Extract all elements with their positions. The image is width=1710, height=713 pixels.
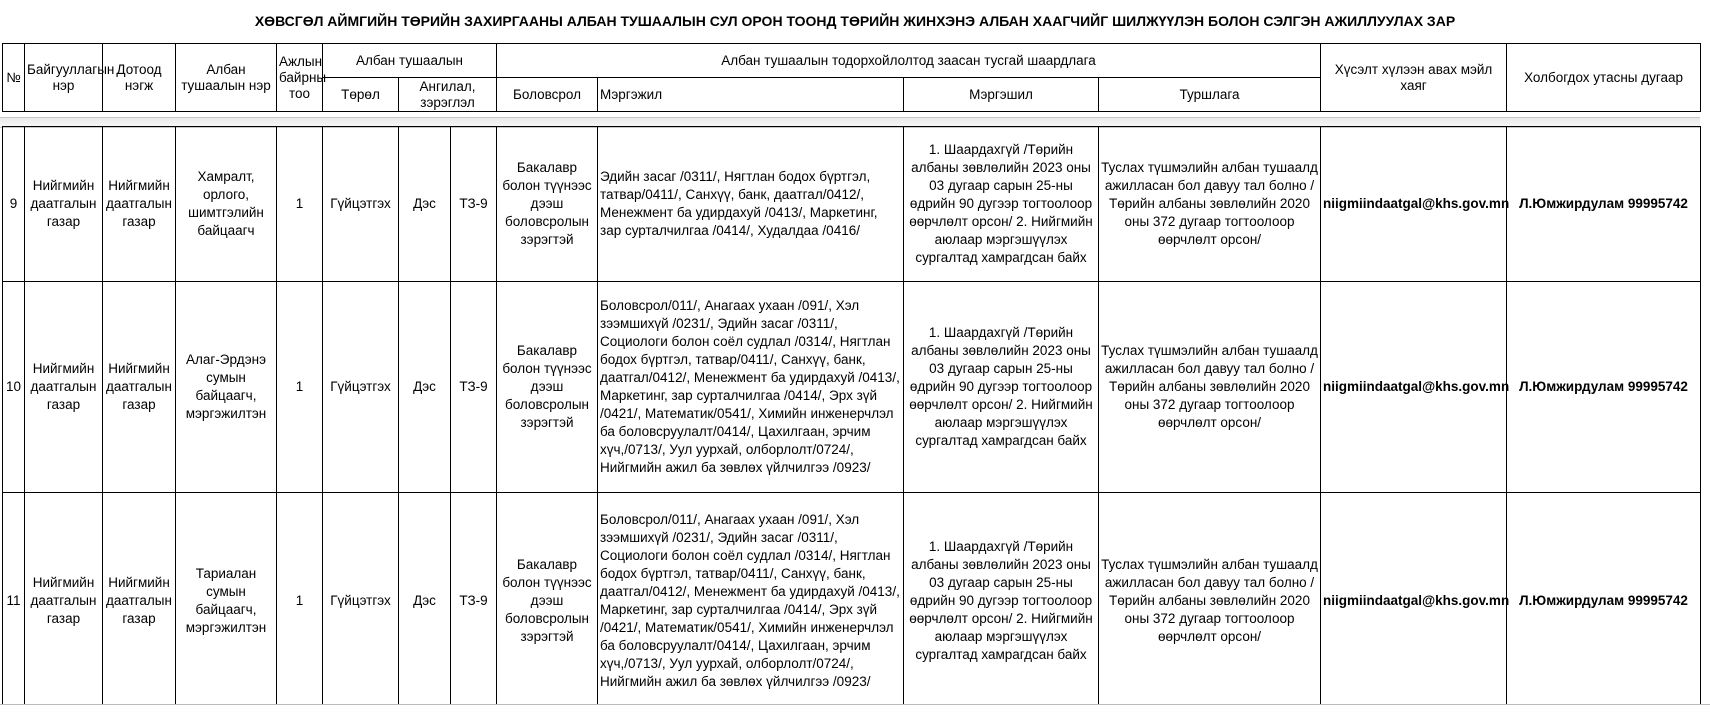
cell-email: niigmiindaatgal@khs.gov.mn	[1321, 493, 1507, 709]
cell-class: Дэс	[399, 493, 451, 709]
cell-type: Гүйцэтгэх	[323, 493, 399, 709]
cell-email: niigmiindaatgal@khs.gov.mn	[1321, 127, 1507, 282]
cell-education: Бакалавр болон түүнээс дээш боловсролын зэрэгтэй	[497, 493, 598, 709]
cell-org: Нийгмийн даатгалын газар	[25, 282, 103, 493]
header-count: Ажлын байрны тоо	[277, 44, 323, 112]
cell-rank: ТЗ-9	[451, 127, 497, 282]
cell-experience: Туслах түшмэлийн албан тушаалд ажилласан бол давуу тал болно /Төрийн албаны зөвлөлийн 2020 оны 372 дугаар тогтоолоор өөрчлөлт орсон/	[1099, 282, 1321, 493]
cell-unit: Нийгмийн даатгалын газар	[103, 127, 176, 282]
cell-profession: Боловсрол/011/, Анагаах ухаан /091/, Хэл зээмшихүй /0231/, Эдийн засаг /0311/, Социологи болон соёл судлал /0314/, Нягтлан бодох бүртгэл, татвар/0411/, Санхүү, банк, даатгал/0412/, Менежмент ба удирдахуй /0413/, Маркетинг, зар сурталчилгаа /0414/, Эрх зүй /0421/, Математик/0541/, Химийн инженерчлэл ба боловсруулалт/0414/, Цахилгаан, эрчим хүч,/0713/, Уул уурхай, олборлолт/0724/, Нийгмийн ажил ба зөвлөх үйлчилгээ /0923/	[598, 282, 904, 493]
sheet-bottom-edge	[0, 704, 1710, 713]
cell-profession: Боловсрол/011/, Анагаах ухаан /091/, Хэл зээмшихүй /0231/, Эдийн засаг /0311/, Социологи болон соёл судлал /0314/, Нягтлан бодох бүртгэл, татвар/0411/, Санхүү, банк, даатгал/0412/, Менежмент ба удирдахуй /0413/, Маркетинг, зар сурталчилгаа /0414/, Эрх зүй /0421/, Математик/0541/, Химийн инженерчлэл ба боловсруулалт/0414/, Цахилгаан, эрчим хүч,/0713/, Уул уурхай, олборлолт/0724/, Нийгмийн ажил ба зөвлөх үйлчилгээ /0923/	[598, 493, 904, 709]
cell-position: Хамралт, орлого, шимтгэлийн байцаагч	[176, 127, 277, 282]
cell-org: Нийгмийн даатгалын газар	[25, 127, 103, 282]
cell-rank: ТЗ-9	[451, 493, 497, 709]
cell-num: 9	[3, 127, 25, 282]
cell-phone: Л.Юмжирдулам 99995742	[1507, 127, 1701, 282]
vacancy-table	[2, 126, 1701, 709]
table-row	[3, 282, 1701, 493]
header-position-group: Албан тушаалын	[323, 44, 497, 78]
cell-experience: Туслах түшмэлийн албан тушаалд ажилласан бол давуу тал болно /Төрийн албаны зөвлөлийн 2020 оны 372 дугаар тогтоолоор өөрчлөлт орсон/	[1099, 127, 1321, 282]
cell-skill: 1. Шаардахгүй /Төрийн албаны зөвлөлийн 2023 оны 03 дугаар сарын 25-ны өдрийн 90 дугээр тогтоолоор өөрчлөлт орсон/ 2. Нийгмийн аюлаар мэргэшүүлэх сургалтад хамрагдсан байх	[904, 282, 1099, 493]
cell-position: Алаг-Эрдэнэ сумын байцаагч, мэргэжилтэн	[176, 282, 277, 493]
cell-skill: 1. Шаардахгүй /Төрийн албаны зөвлөлийн 2023 оны 03 дугаар сарын 25-ны өдрийн 90 дугээр тогтоолоор өөрчлөлт орсон/ 2. Нийгмийн аюлаар мэргэшүүлэх сургалтад хамрагдсан байх	[904, 127, 1099, 282]
header-type: Төрөл	[323, 78, 399, 112]
cell-count: 1	[277, 127, 323, 282]
table-row	[3, 127, 1701, 282]
header-requirements: Албан тушаалын тодорхойлолтод заасан тусгай шаардлага	[497, 44, 1321, 78]
cell-phone: Л.Юмжирдулам 99995742	[1507, 282, 1701, 493]
cell-type: Гүйцэтгэх	[323, 282, 399, 493]
cell-count: 1	[277, 282, 323, 493]
cell-education: Бакалавр болон түүнээс дээш боловсролын зэрэгтэй	[497, 282, 598, 493]
header-phone: Холбогдох утасны дугаар	[1507, 44, 1701, 112]
cell-phone: Л.Юмжирдулам 99995742	[1507, 493, 1701, 709]
cell-class: Дэс	[399, 282, 451, 493]
header-education: Боловсрол	[497, 78, 598, 112]
header-skill: Мэргэшил	[904, 78, 1099, 112]
cell-profession: Эдийн засаг /0311/, Нягтлан бодох бүртгэл, татвар/0411/, Санхүү, банк, даатгал/0412/, Менежмент ба удирдахуй /0413/, Маркетинг, зар сурталчилгаа /0414/, Худалдаа /0416/	[598, 127, 904, 282]
cell-education: Бакалавр болон түүнээс дээш боловсролын зэрэгтэй	[497, 127, 598, 282]
cell-position: Тариалан сумын байцаагч, мэргэжилтэн	[176, 493, 277, 709]
cell-num: 11	[3, 493, 25, 709]
cell-num: 10	[3, 282, 25, 493]
table-header	[2, 43, 1701, 112]
table-row	[3, 493, 1701, 709]
page-title: ХӨВСГӨЛ АЙМГИЙН ТӨРИЙН ЗАХИРГААНЫ АЛБАН ТУШААЛЫН СУЛ ОРОН ТООНД ТӨРИЙН ЖИНХЭНЭ АЛБАН ХААГЧИЙГ ШИЛЖҮҮЛЭН БОЛОН СЭЛГЭН АЖИЛЛУУЛАХ ЗАР	[254, 13, 1456, 29]
cell-rank: ТЗ-9	[451, 282, 497, 493]
cell-org: Нийгмийн даатгалын газар	[25, 493, 103, 709]
cell-type: Гүйцэтгэх	[323, 127, 399, 282]
header-profession: Мэргэжил	[598, 78, 904, 112]
cell-email: niigmiindaatgal@khs.gov.mn	[1321, 282, 1507, 493]
cell-unit: Нийгмийн даатгалын газар	[103, 282, 176, 493]
header-unit: Дотоод нэгж	[103, 44, 176, 112]
cell-unit: Нийгмийн даатгалын газар	[103, 493, 176, 709]
header-class-rank: Ангилал, зэрэглэл	[399, 78, 497, 112]
header-org: Байгууллагын нэр	[25, 44, 103, 112]
cell-count: 1	[277, 493, 323, 709]
header-experience: Туршлага	[1099, 78, 1321, 112]
header-num: №	[3, 44, 25, 112]
header-position: Албан тушаалын нэр	[176, 44, 277, 112]
header-email: Хүсэлт хүлээн авах мэйл хаяг	[1321, 44, 1507, 112]
cell-class: Дэс	[399, 127, 451, 282]
cell-skill: 1. Шаардахгүй /Төрийн албаны зөвлөлийн 2023 оны 03 дугаар сарын 25-ны өдрийн 90 дугээр тогтоолоор өөрчлөлт орсон/ 2. Нийгмийн аюлаар мэргэшүүлэх сургалтад хамрагдсан байх	[904, 493, 1099, 709]
cell-experience: Туслах түшмэлийн албан тушаалд ажилласан бол давуу тал болно /Төрийн албаны зөвлөлийн 2020 оны 372 дугаар тогтоолоор өөрчлөлт орсон/	[1099, 493, 1321, 709]
